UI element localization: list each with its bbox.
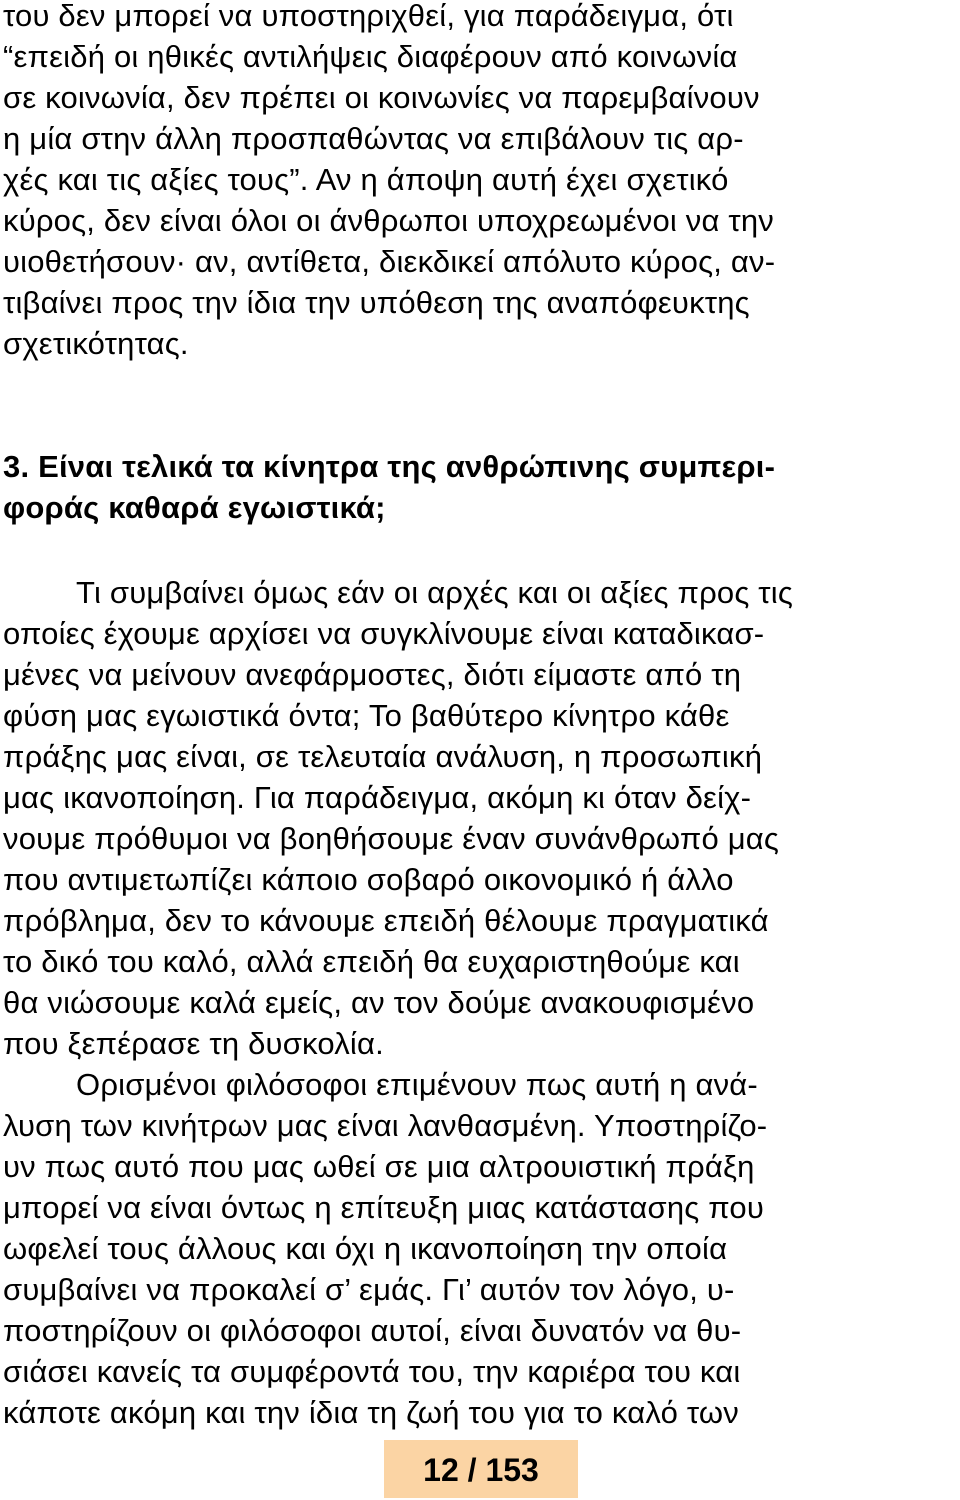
text-line: Ορισμένοι φιλόσοφοι επιμένουν πως αυτή η ανά- bbox=[76, 1067, 758, 1102]
text-line: φύση μας εγωιστικά όντα; Το βαθύτερο κίνητρο κάθε bbox=[3, 698, 730, 733]
text-line: νουμε πρόθυμοι να βοηθήσουμε έναν συνάνθρωπό μας bbox=[3, 821, 780, 856]
text-line: που αντιμετωπίζει κάποιο σοβαρό οικονομικό ή άλλο bbox=[3, 862, 734, 897]
text-line: θα νιώσουμε καλά εμείς, αν τον δούμε ανακουφισμένο bbox=[3, 985, 755, 1020]
text-line: του δεν μπορεί να υποστηριχθεί, για παράδειγμα, ότι bbox=[3, 0, 734, 33]
text-line: μπορεί να είναι όντως η επίτευξη μιας κατάστασης που bbox=[3, 1190, 764, 1225]
page-counter: 12 / 153 bbox=[384, 1440, 578, 1498]
text-line: Τι συμβαίνει όμως εάν οι αρχές και οι αξίες προς τις bbox=[76, 575, 793, 610]
text-line: οποίες έχουμε αρχίσει να συγκλίνουμε είναι καταδικασ- bbox=[3, 616, 765, 651]
text-line: συμβαίνει να προκαλεί σ’ εμάς. Γι’ αυτόν τον λόγο, υ- bbox=[3, 1272, 735, 1307]
text-line: σιάσει κανείς τα συμφέροντά του, την καριέρα του και bbox=[3, 1354, 741, 1389]
text-line: τιβαίνει προς την ίδια την υπόθεση της αναπόφευκτης bbox=[3, 285, 750, 320]
text-line: χές και τις αξίες τους”. Αν η άποψη αυτή έχει σχετικό bbox=[3, 162, 729, 197]
text-line: κύρος, δεν είναι όλοι οι άνθρωποι υποχρεωμένοι να την bbox=[3, 203, 775, 238]
text-line: μας ικανοποίηση. Για παράδειγμα, ακόμη κι όταν δείχ- bbox=[3, 780, 752, 815]
text-line: σχετικότητας. bbox=[3, 326, 189, 361]
text-line: υιοθετήσουν· αν, αντίθετα, διεκδικεί απόλυτο κύρος, αν- bbox=[3, 244, 776, 279]
text-line: που ξεπέρασε τη δυσκολία. bbox=[3, 1026, 384, 1061]
text-line: υν πως αυτό που μας ωθεί σε μια αλτρουιστική πράξη bbox=[3, 1149, 755, 1184]
text-line: λυση των κινήτρων μας είναι λανθασμένη. Υποστηρίζο- bbox=[3, 1108, 768, 1143]
text-line: ωφελεί τους άλλους και όχι η ικανοποίηση την οποία bbox=[3, 1231, 728, 1266]
text-line: η μία στην άλλη προσπαθώντας να επιβάλουν τις αρ- bbox=[3, 121, 744, 156]
text-line: πρόβλημα, δεν το κάνουμε επειδή θέλουμε πραγματικά bbox=[3, 903, 769, 938]
text-line: σε κοινωνία, δεν πρέπει οι κοινωνίες να παρεμβαίνουν bbox=[3, 80, 760, 115]
text-line: μένες να μείνουν ανεφάρμοστες, διότι είμαστε από τη bbox=[3, 657, 742, 692]
text-line: το δικό του καλό, αλλά επειδή θα ευχαριστηθούμε και bbox=[3, 944, 740, 979]
section-heading: 3. Είναι τελικά τα κίνητρα της ανθρώπινης συμπερι- bbox=[3, 449, 776, 484]
text-line: “επειδή οι ηθικές αντιλήψεις διαφέρουν από κοινωνία bbox=[3, 39, 738, 74]
section-heading: φοράς καθαρά εγωιστικά; bbox=[3, 490, 386, 525]
text-line: ποστηρίζουν οι φιλόσοφοι αυτοί, είναι δυνατόν να θυ- bbox=[3, 1313, 742, 1348]
text-line: κάποτε ακόμη και την ίδια τη ζωή του για το καλό των bbox=[3, 1395, 739, 1430]
text-line: πράξης μας είναι, σε τελευταία ανάλυση, η προσωπική bbox=[3, 739, 763, 774]
